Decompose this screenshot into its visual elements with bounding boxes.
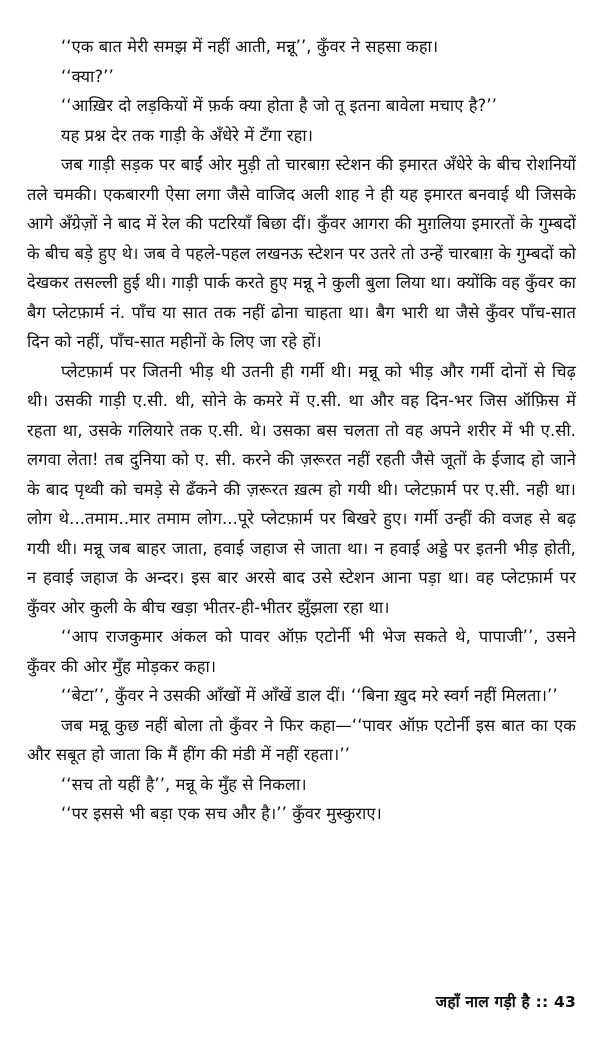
dialogue-line: ‘‘बेटा’’, कुँवर ने उसकी आँखों में आँखें डाल दीं। ‘‘बिना ख़ुद मरे स्वर्ग नहीं मिलता।’’ [61, 686, 558, 705]
dialogue-line: ‘‘आप राजकुमार अंकल को पावर ऑफ़ एटोर्नी भी भेज सकते थे, पापाजी’’, उसने कुँवर की ओर मुँह मोड़कर कहा। [27, 627, 576, 676]
dialogue-line: ‘‘क्या?’’ [61, 66, 114, 86]
page-footer [436, 990, 576, 1012]
dialogue-line: ‘‘एक बात मेरी समझ में नहीं आती, मन्नू’’, कुँवर ने सहसा कहा। [61, 37, 439, 56]
page-number: 43 [554, 993, 576, 1011]
dialogue-line: जब मन्नू कुछ नहीं बोला तो कुँवर ने फिर कहा—‘‘पावर ऑफ़ एटोर्नी इस बात का एक और सबूत हो जाता कि मैं हींग की मंडी में नहीं रहता।’’ [27, 715, 576, 764]
running-title: जहाँ नाल गड़ी है [435, 993, 530, 1011]
dialogue-line: ‘‘सच तो यहीं है’’, मन्नू के मुँह से निकला। [61, 774, 307, 794]
narration-paragraph: प्लेटफ़ार्म पर जितनी भीड़ थी उतनी ही गर्मी थी। मन्नू को भीड़ और गर्मी दोनों से चिढ़ थी। उसकी गाड़ी ए.सी. थी, सोने के कमरे में ए.सी. था और वह दिन-भर जिस ऑफ़िस में रहता था, उसके गलियारे तक ए.सी. थे। उसका बस चलता तो वह अपने शरीर में भी ए.सी. लगवा लेता! तब दुनिया को ए. सी. करने की ज़रूरत नहीं रहती जैसे जूतों के ईजाद हो जाने के बाद पृथ्वी को चमड़े से ढँकने की ज़रूरत ख़त्म हो गयी थी। प्लेटफ़ार्म पर ए.सी. नही था। लोग थे...तमाम..मार तमाम लोग...पूरे प्लेटफ़ार्म पर बिखरे हुए। गर्मी उन्हीं की वजह से बढ़ गयी थी। मन्नू जब बाहर जाता, हवाई जहाज से जाता था। न हवाई अड्डे पर इतनी भीड़ होती, न हवाई जहाज के अन्दर। इस बार अरसे बाद उसे स्टेशन आना पड़ा था। वह प्लेटफ़ार्म पर कुँवर ओर कुली के बीच खड़ा भीतर-ही-भीतर झुँझला रहा था। [27, 361, 576, 617]
narration-line: यह प्रश्न देर तक गाड़ी के अँधेरे में टँगा रहा। [61, 125, 314, 145]
footer-separator: :: [535, 993, 549, 1011]
dialogue-line: ‘‘पर इससे भी बड़ा एक सच और है।’’ कुँवर मुस्कुराए। [61, 804, 382, 823]
narration-paragraph: जब गाड़ी सड़क पर बाईं ओर मुड़ी तो चारबाग़ स्टेशन की इमारत अँधेरे के बीच रोशनियों तले चमकी। एकबारगी ऐसा लगा जैसे वाजिद अली शाह ने ही यह इमारत बनवाई थी जिसके आगे अँग्रेज़ों ने बाद में रेल की पटरियाँ बिछा दीं। कुँवर आगरा की मुग़लिया इमारतों के गुम्बदों के बीच बड़े हुए थे। जब वे पहले-पहल लखनऊ स्टेशन पर उतरे तो उन्हें चारबाग़ के गुम्बदों को देखकर तसल्ली हुई थी। गाड़ी पार्क करते हुए मन्नू ने कुली बुला लिया था। क्योंकि वह कुँवर का बैग प्लेटफ़ार्म नं. पाँच या सात तक नहीं ढोना चाहता था। बैग भारी था जैसे कुँवर पाँच-सात दिन को नहीं, पाँच-सात महीनों के लिए जा रहे हों। [27, 155, 577, 351]
dialogue-line: ‘‘आख़िर दो लड़कियों में फ़र्क क्या होता है जो तू इतना बावेला मचाए है?’’ [61, 96, 497, 115]
